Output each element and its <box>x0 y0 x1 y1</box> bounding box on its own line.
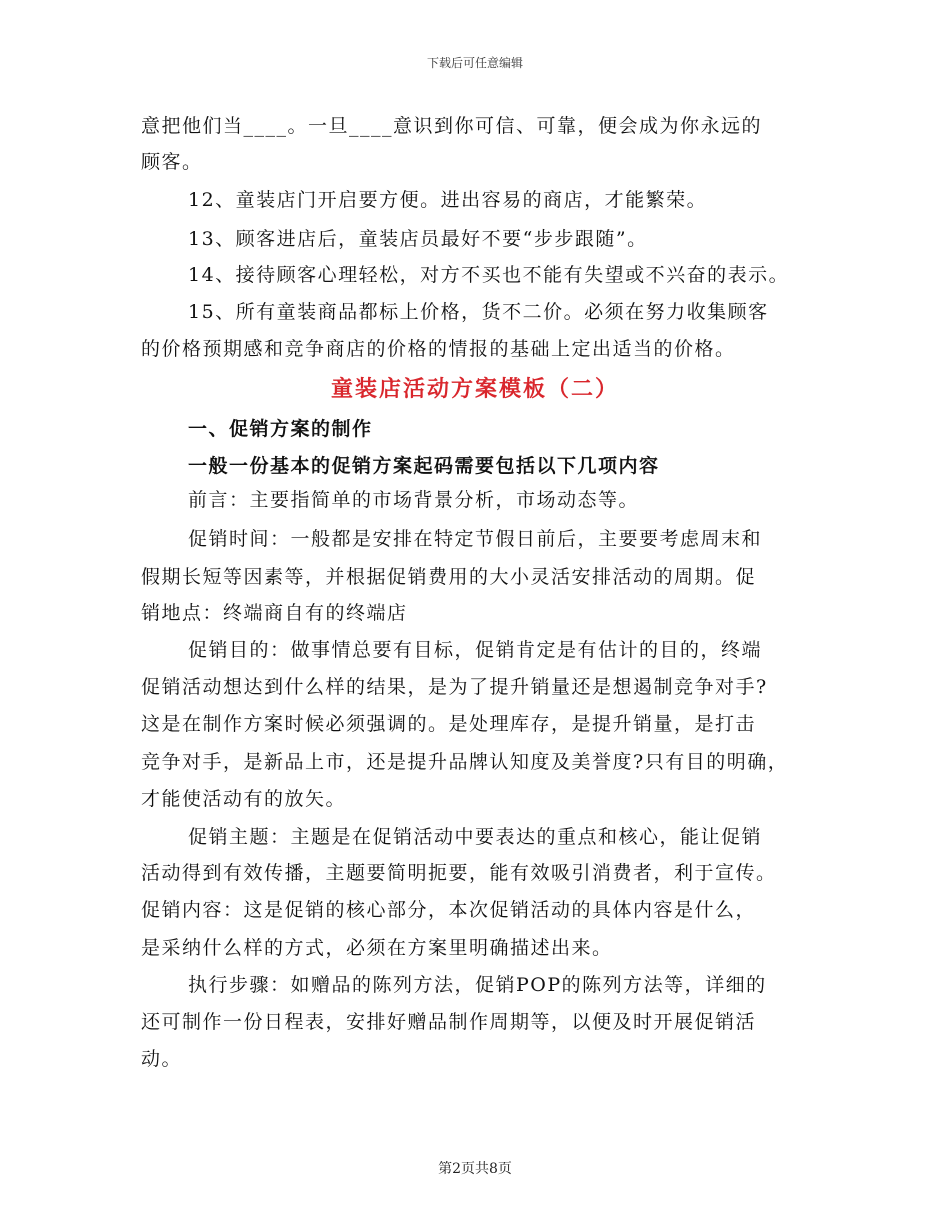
paragraph-line: 意把他们当____。一旦____意识到你可信、可靠，便会成为你永远的 <box>141 115 763 137</box>
paragraph-line: 促销内容：这是促销的核心部分，本次促销活动的具体内容是什么， <box>141 899 757 921</box>
paragraph-line: 前言：主要指简单的市场背景分析，市场动态等。 <box>188 489 640 511</box>
paragraph-line: 促销时间：一般都是安排在特定节假日前后，主要要考虑周末和 <box>188 528 763 550</box>
subheading: 一般一份基本的促销方案起码需要包括以下几项内容 <box>188 455 660 477</box>
paragraph-line: 销地点：终端商自有的终端店 <box>141 602 408 624</box>
subheading: 一、促销方案的制作 <box>188 418 373 440</box>
paragraph-line: 假期长短等因素等，并根据促销费用的大小灵活安排活动的周期。促 <box>141 566 757 588</box>
paragraph-line: 促销目的：做事情总要有目标，促销肯定是有估计的目的，终端 <box>188 639 763 661</box>
paragraph-line: 这是在制作方案时候必须强调的。是处理库存，是提升销量，是打击 <box>141 713 757 735</box>
paragraph-line: 还可制作一份日程表，安排好赠品制作周期等，以便及时开展促销活 <box>141 1011 757 1033</box>
paragraph-line: 竞争对手，是新品上市，还是提升品牌认知度及美誉度?只有目的明确， <box>141 751 789 773</box>
paragraph-line: 活动得到有效传播，主题要简明扼要，能有效吸引消费者，利于宣传。 <box>141 862 777 884</box>
list-item-12: 12、童装店门开启要方便。进出容易的商店，才能繁荣。 <box>188 189 708 211</box>
list-item-14: 14、接待顾客心理轻松，对方不买也不能有失望或不兴奋的表示。 <box>188 264 790 286</box>
page-header-note: 下载后可任意编辑 <box>426 56 523 70</box>
paragraph-line: 是采纳什么样的方式，必须在方案里明确描述出来。 <box>141 937 613 959</box>
section-title: 童装店活动方案模板（二） <box>330 376 619 402</box>
paragraph-line: 顾客。 <box>141 151 203 173</box>
paragraph-line: 动。 <box>141 1048 183 1070</box>
paragraph-line: 促销主题：主题是在促销活动中要表达的重点和核心，能让促销 <box>188 826 763 848</box>
list-item-15: 15、所有童装商品都标上价格，货不二价。必须在努力收集顾客 <box>188 301 769 323</box>
list-item-13: 13、顾客进店后，童装店员最好不要“步步跟随”。 <box>188 228 648 250</box>
paragraph-line: 促销活动想达到什么样的结果，是为了提升销量还是想遏制竞争对手? <box>141 676 768 698</box>
paragraph-line: 的价格预期感和竞争商店的价格的情报的基础上定出适当的价格。 <box>141 338 736 360</box>
page-number: 第2页共8页 <box>438 1161 512 1177</box>
paragraph-line: 执行步骤：如赠品的陈列方法，促销POP的陈列方法等，详细的 <box>188 974 767 996</box>
paragraph-line: 才能使活动有的放矢。 <box>141 788 347 810</box>
